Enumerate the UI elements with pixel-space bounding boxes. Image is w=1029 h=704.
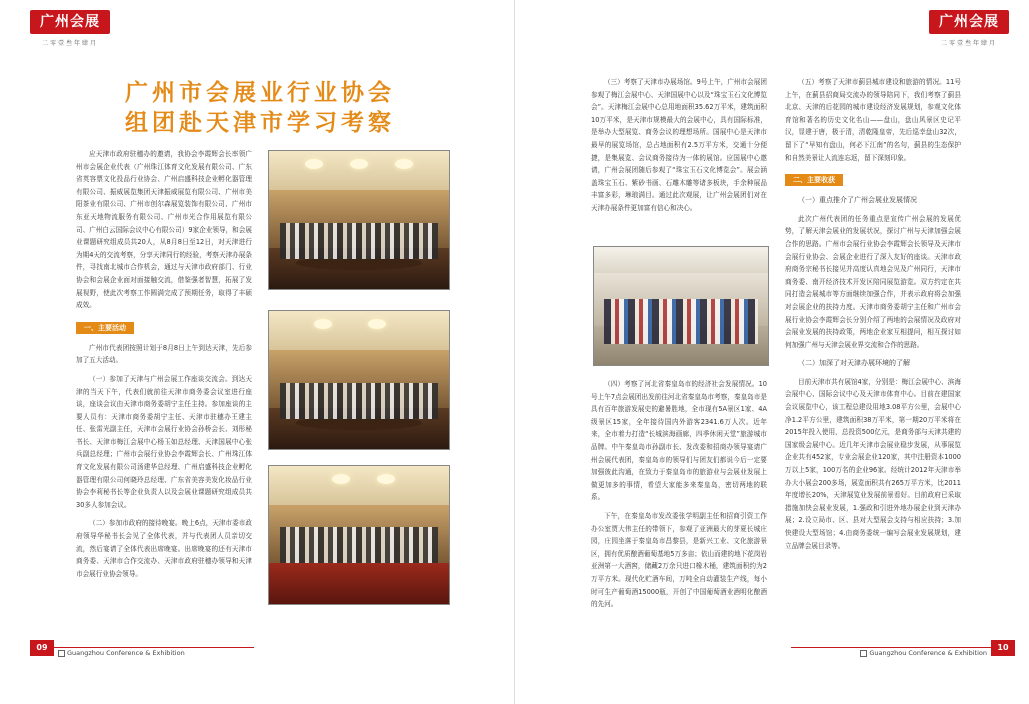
page-number: 10 <box>991 640 1015 656</box>
square-icon <box>860 650 867 657</box>
paragraph: （三）考察了天津市办展场馆。9号上午，广州市会展团参观了梅江会展中心、天津国展中心以及“珠宝玉石文化博览会”。天津梅江会展中心总用地面积35.62万平米，建筑面积10万平米，是天津市规模最大的会展中心，具有国际标准，是举办大型展览、商务会议的理想场所。国展中心是天津市最早的展览场馆，总占地面积有2.5万平方米，交通十分便捷，是集展览、会议商务接待为一体的展馆。应国展中心邀请，广州会展团随后参观了“珠宝玉石文化博览会”。展会涵盖珠宝玉石、紫砂书画、石雕木雕等诸多板块，手余种展品丰富多彩，琳琅满目。通过此次观展，让广州会展团们对在天津办展条件更加富有信心和决心。 <box>591 78 767 212</box>
logo-text: 广州会展 <box>40 14 100 30</box>
subsection-heading: （一）重点推介了广州会展业发展情况 <box>798 196 917 205</box>
subsection-heading: （二）加深了对天津办展环境的了解 <box>798 359 910 368</box>
right-column <box>785 76 961 558</box>
paragraph: 应天津市政府驻穗办的邀请，我协会李霞辉会长率领广州市会展企业代表（广州珠江体育文化发展有限公司、广东省英容票文化投品行业协会、广州启盛科技企业孵化器管理有限公司、振威展览集团天津振威展览有限公司、广州市美阳茶业有限公司、广州市创尔森展览装饰有限公司、广州市东亚天地物流服务有限公司、广州市光合作用展览有限公司、广州白云国际会议中心有限公司）9家企业领导，和会展业课题研究组成员共20人，从8月8日至12日，对天津进行为期4天的交流考察，分享天津同行的经验，考察天津办展条件，寻找南北城市合作机会，通过与天津市政府部门、行业协会和会展企业面对面接触交流，借鉴强者智慧，拓展了发展视野，使此次考察工作圆满完成了预期任务，取得了丰硕成效。 <box>76 150 252 310</box>
right-page <box>515 0 1029 704</box>
paragraph: （二）参加市政府的接待晚宴。晚上6点，天津市委市政府领导华秘书长会见了全体代表，并与代表团人员亲切交流，然后宴请了全体代表出席晚宴。出席晚宴的还有天津市商务委、天津市合作交流办、天津市政府驻穗办领导和天津市会展行业协会领导。 <box>76 519 252 578</box>
page-number: 09 <box>30 640 54 656</box>
square-icon <box>58 650 65 657</box>
middle-column-top <box>591 76 767 221</box>
group-photo <box>593 246 769 366</box>
magazine-logo <box>30 10 110 48</box>
logo-subtitle: 二零壹叁年肆月 <box>41 40 98 47</box>
paragraph: 下午，在秦皇岛市发改委张学明副主任和招商引资工作办公室贾大伟主任的带领下，参观了亚洲最大的芽夏长城庄园，庄园坐落于秦皇岛市昌黎县，是新兴工业、文化旅游景区，拥有优质酿酒葡萄基地5万多亩；依山而建的地下花岗岩亚洲第一大酒窖，储藏2万余只进口橡木桶，建筑面积约为2万平方米。现代化贮酒车间，万吨全自动灌装生产线，每小时可生产葡萄酒15000瓶，开创了中国葡萄酒业酒明化酿酒的先河。 <box>591 511 767 609</box>
logo-text: 广州会展 <box>939 14 999 30</box>
paragraph: （一）参加了天津与广州会展工作座谈交流会。到达天津的当天下午，代表们就前往天津市商务委会议室进行座谈，座谈会议由天津市商务委胡宁主任主持。参加座谈的主要人员有：天津市商务委胡宁主任、天津市驻穗办王建主任、张雷光副主任，天津市会展行业协会孙桥会长、刘彤秘书长、天津市梅江会展中心杨玉如总经理、天津国展中心张兵副总经理；广州市会展行业协会李霞辉会长、广州珠江体育文化发展有限公司汤建华总经理、广州启盛科技企业孵化器管理有限公司何晓玲总经理、广东省美容美发化妆品行业协会李莉秘书长等企业负责人以及会展业课题研究组成员共30多人参加会议。 <box>76 374 252 509</box>
title-line-1: 广州市会展业行业协会 <box>125 79 395 106</box>
paragraph: 广州市代表团按照计划于8月8日上午到达天津，先后参加了五大活动。 <box>76 343 252 365</box>
right-footer <box>795 640 1015 660</box>
footer-caption: Guangzhou Conference & Exhibition <box>860 649 987 657</box>
article-title <box>90 78 430 138</box>
paragraph: （四）考察了河北省秦皇岛市的经济社会发展情况。10号上午7点会展团出发前往河北省秦皇岛市考察，秦皇岛市是具有百年旅游发展史的避暑胜地，全市现有5A景区1家、4A级景区15家，全年接待国内外游客2341.6万人次。近年来，全市着力打造“长城滨海画廊，四季休闲天堂”旅游城市品牌。中午秦皇岛市孙副市长、发改委和招商办领导宴请广州会展代表团，秦皇岛市的领导们与团友们都说今后一定要加强彼此沟通，在致力于秦皇岛市的旅游业与会展业发展上做更加多的事情，希望大家能多来秦皇岛，密切两地的联系。 <box>591 380 767 502</box>
meeting-photo-1 <box>268 150 450 290</box>
middle-column-bottom <box>591 378 767 617</box>
magazine-logo <box>929 10 1009 48</box>
paragraph: （五）考察了天津市蓟县城市建设和旅游的情况。11号上午，在蓟县招商局交流办的领导陪同下，我们考察了蓟县北京、天津的后花园的城市建设经济发展规划，参观文化体育馆和著名的历史文化名山——盘山，盘山风景区史记平汉，显建于唐，极于清，清乾隆皇帝，先后巡幸盘山32次，留下了“早知有盘山，何必下江南”的名句，蓟县的生态保护和自然美景让人流连忘返，留下深刻印象。 <box>785 78 961 162</box>
logo-subtitle: 二零壹叁年肆月 <box>940 40 997 47</box>
meeting-photo-2 <box>268 310 450 450</box>
meeting-photo-3 <box>268 465 450 605</box>
logo-box <box>30 10 110 34</box>
paragraph: 目前天津市共有展馆4家，分别是：梅江会展中心、滨海会展中心、国际会议中心及天津市体育中心。目前在建国家会议展览中心，该工程总建设用地3.08平方公里，会展中心净1.2平方公里，建筑面积38万平米，第一期20万平米将在2015年投入使用，总投资500亿元，是商务部与天津共建的国家级会展中心。近几年天津市会展业稳步发展，从事展览企业共有452家，专业会展企业120家，其中注册资本1000万以上5家，100万名的企业96家。经统计2012年天津市举办大小展会200多场，展览面积共有265万平方米，比2011年度增长20%，天津展览业发展前景看好。目前政府已采取措施加快会展业发展，1.强政和引进外地办展企业到天津办展；2.设立局市、区、县对大型展会支持与相应扶持；3.加快建设大型场馆；4.由商务委统一编写会展业发展规划，建立品牌会展目录等。 <box>785 377 961 550</box>
left-column <box>76 148 252 586</box>
footer-caption: Guangzhou Conference & Exhibition <box>58 649 185 657</box>
left-footer <box>30 640 260 660</box>
title-line-2: 组团赴天津市学习考察 <box>125 109 395 136</box>
section-heading: 二、主要收获 <box>785 174 843 186</box>
paragraph: 此次广州代表团的任务重点是宣传广州会展的发展优势，了解天津会展业的发展状况，探讨广州与天津加强会展合作的思路。广州市会展行业协会李霞辉会长领导及天津市会展行业协会、会展企业进行了深入友好的座谈。天津市政府商务宗秘书长接见并高度认真地会见及广州同行，天津市商务委、南开经济技术开发区陪同展览游览。双方约定在共同打造会展城市等方面继续加强合作，并表示政府将会加强对会展企业的扶持力度。天津市商务委胡宁主任和广州市会展行业协会李霞辉会长分别介绍了两地的会展情况及政府对会展业发展的扶持政策，两地企业家互相提问，相互探讨如何加强广州与天津会展业界交流和合作的思路。 <box>785 214 961 349</box>
section-heading: 一、主要活动 <box>76 322 134 334</box>
logo-box <box>929 10 1009 34</box>
